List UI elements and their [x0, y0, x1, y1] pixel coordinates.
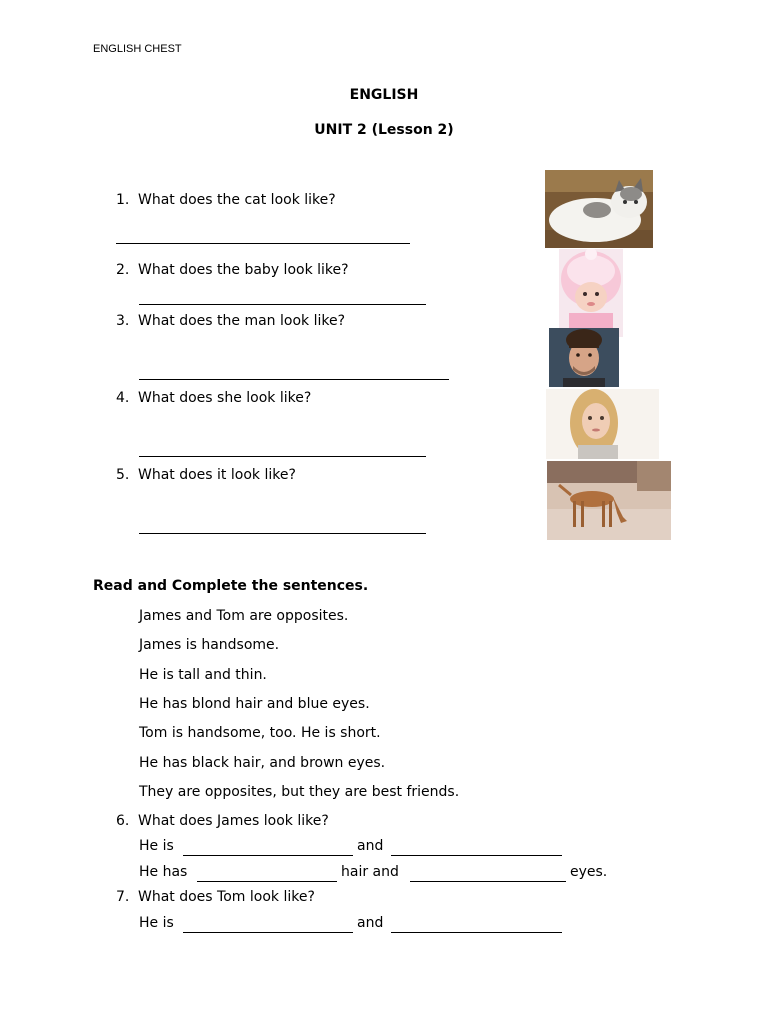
question-7 — [116, 889, 315, 905]
reading-sentence: They are opposites, but they are best friends. — [139, 784, 460, 800]
page-subtitle: UNIT 2 (Lesson 2) — [314, 122, 454, 138]
reading-sentence: He has black hair, and brown eyes. — [139, 755, 386, 771]
fill-word: and — [357, 915, 384, 931]
question-text: What does James look like? — [138, 813, 329, 829]
fill-line-6a: He is — [139, 838, 174, 854]
answer-line-1[interactable] — [116, 243, 410, 244]
question-2 — [116, 262, 349, 278]
question-6 — [116, 813, 329, 829]
reading-sentence: James and Tom are opposites. — [139, 608, 349, 624]
blank-7a-2[interactable] — [391, 932, 562, 933]
question-3 — [116, 313, 345, 329]
reading-sentence: He is tall and thin. — [139, 667, 267, 683]
blank-6a-2[interactable] — [391, 855, 562, 856]
answer-line-5[interactable] — [139, 533, 426, 534]
blank-6b-1[interactable] — [197, 881, 337, 882]
question-5 — [116, 467, 296, 483]
reading-heading: Read and Complete the sentences. — [93, 578, 369, 594]
man-photo — [549, 328, 619, 387]
question-text: What does the man look like? — [138, 313, 346, 329]
answer-line-3[interactable] — [139, 379, 449, 380]
question-text: What does it look like? — [138, 467, 296, 483]
reading-sentence: Tom is handsome, too. He is short. — [139, 725, 381, 741]
fill-line-7a: He is — [139, 915, 174, 931]
dog-photo — [547, 461, 671, 540]
question-number: 6. — [116, 813, 130, 829]
fill-word: eyes. — [570, 864, 608, 880]
question-4 — [116, 390, 311, 406]
question-text: What does the baby look like? — [138, 262, 349, 278]
fill-word: and — [357, 838, 384, 854]
question-number: 1. — [116, 192, 130, 208]
baby-photo — [559, 249, 623, 337]
reading-sentence: James is handsome. — [139, 637, 280, 653]
fill-word: hair and — [341, 864, 399, 880]
question-text: What does Tom look like? — [138, 889, 315, 905]
cat-photo — [545, 170, 653, 248]
question-number: 5. — [116, 467, 130, 483]
page-title: ENGLISH — [349, 87, 419, 103]
question-1 — [116, 192, 336, 208]
reading-sentence: He has blond hair and blue eyes. — [139, 696, 370, 712]
answer-line-4[interactable] — [139, 456, 426, 457]
blank-6b-2[interactable] — [410, 881, 566, 882]
question-number: 3. — [116, 313, 130, 329]
question-number: 4. — [116, 390, 130, 406]
question-number: 7. — [116, 889, 130, 905]
girl-photo — [546, 389, 659, 459]
document-header: ENGLISH CHEST — [93, 43, 182, 55]
question-number: 2. — [116, 262, 130, 278]
question-text: What does she look like? — [138, 390, 312, 406]
blank-6a-1[interactable] — [183, 855, 353, 856]
question-text: What does the cat look like? — [138, 192, 336, 208]
blank-7a-1[interactable] — [183, 932, 353, 933]
fill-line-6b: He has — [139, 864, 188, 880]
answer-line-2[interactable] — [139, 304, 426, 305]
